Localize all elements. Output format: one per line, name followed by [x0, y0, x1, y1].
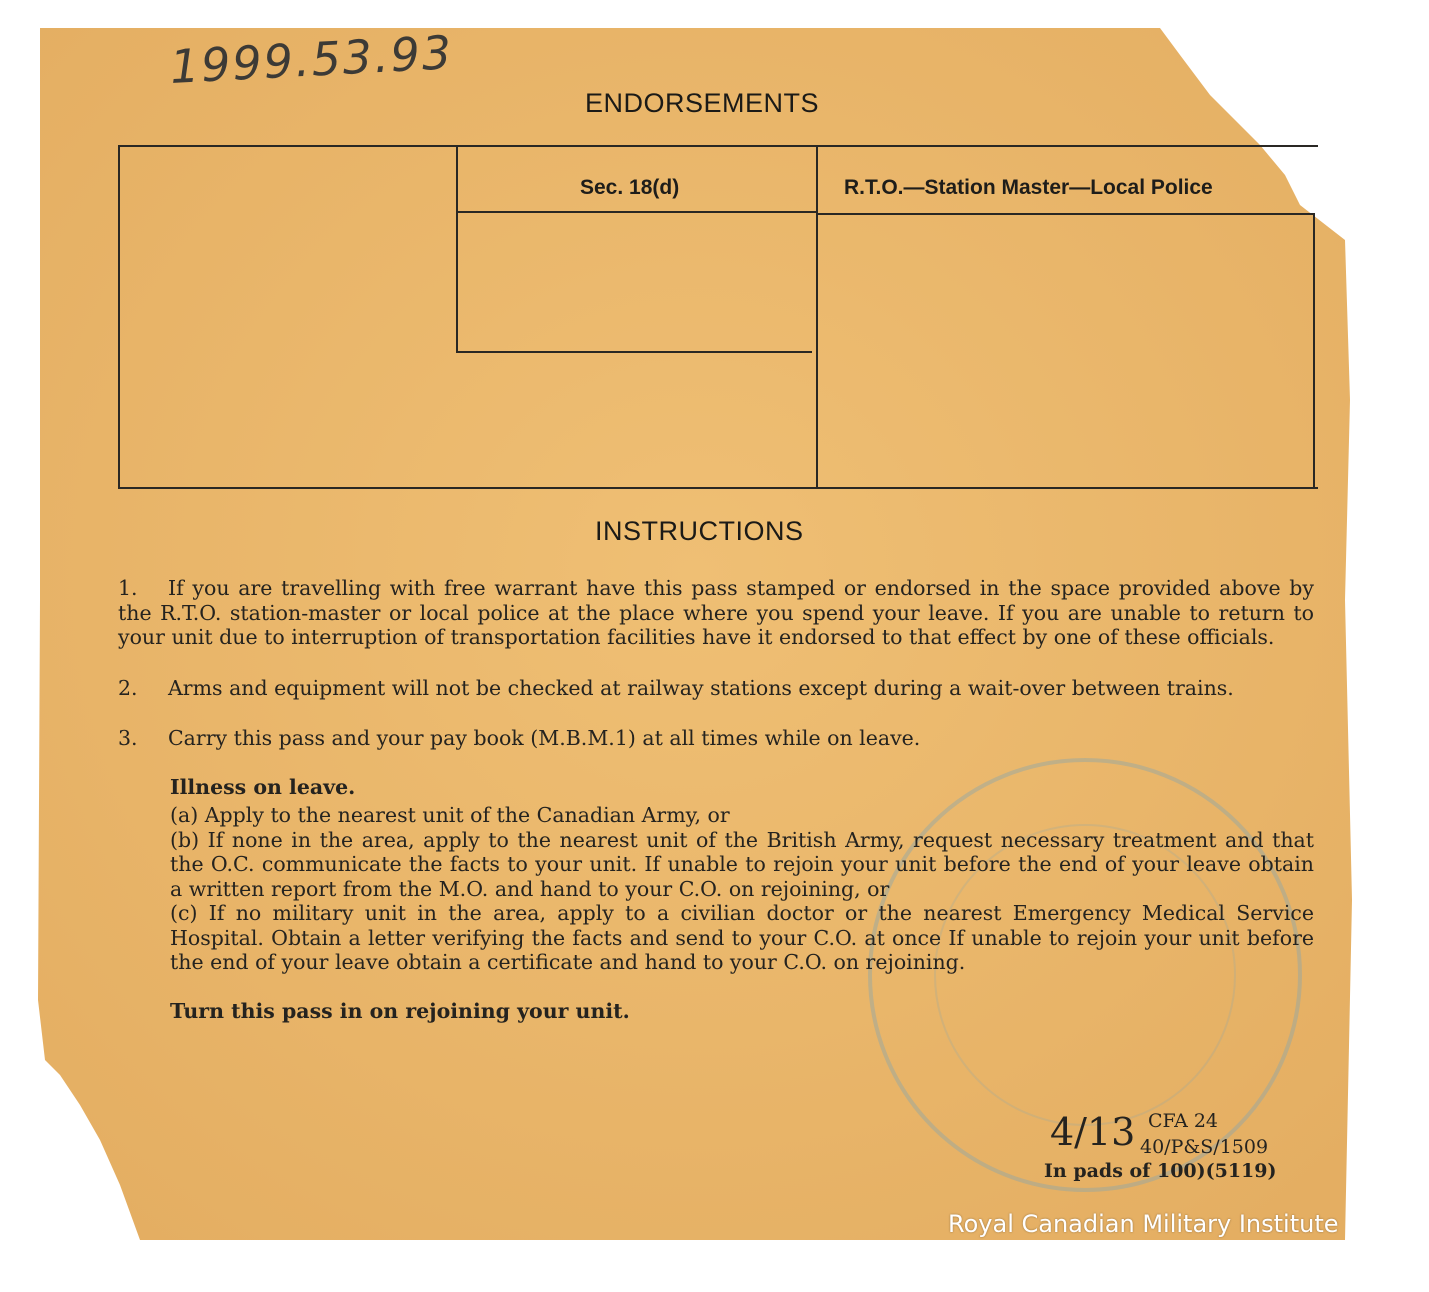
- instructions-heading: INSTRUCTIONS: [595, 516, 804, 546]
- rto-header-divider: [818, 213, 1314, 215]
- instruction-item-2: 2. Arms and equipment will not be checked at railway stations except during a wait-over between trains.: [118, 675, 1234, 700]
- rto-right-border: [1313, 213, 1315, 489]
- instruction-number: 3.: [118, 726, 138, 750]
- instruction-item-1: 1. If you are travelling with free warrant have this pass stamped or endorsed in the space provided above by the R.T.O. station-master or local police at the place where you spend your leave. If you are unable to return to your unit due to interruption of transportation facilities have it endorsed to that effect by one of these officials.: [118, 576, 1314, 649]
- instructions-body: [118, 576, 1314, 1023]
- illness-item-b: (b) If none in the area, apply to the nearest unit of the British Army, request necessary treatment and that the O.C. communicate the facts to your unit. If unable to rejoin your unit before the end of your leave obtain a written report from the M.O. and hand to your C.O. on rejoining, or: [170, 827, 1314, 901]
- instruction-number: 1.: [118, 576, 138, 600]
- illness-heading: Illness on leave.: [170, 774, 356, 799]
- sec-column-left-border: [456, 147, 458, 353]
- instruction-item-3: 3. Carry this pass and your pay book (M.B.M.1) at all times while on leave.: [118, 726, 921, 750]
- instruction-number: 2.: [118, 675, 138, 700]
- illness-item-c: (c) If no military unit in the area, apply to a civilian doctor or the nearest Emergency Medical Service Hospital. Obtain a letter verifying the facts and send to your C.O. at once If unable to rejoin your unit before the end of your leave obtain a certificate and hand to your C.O. on rejoining.: [170, 901, 1314, 974]
- form-code-line1: CFA 24: [1148, 1110, 1219, 1132]
- watermark: Royal Canadian Military Institute: [948, 1210, 1339, 1238]
- closing-note: Turn this pass in on rejoining your unit.: [170, 998, 630, 1023]
- form-code-big: 4/13: [1050, 1110, 1136, 1154]
- accession-number: 1999.53.93: [168, 25, 455, 94]
- column-divider: [816, 147, 818, 489]
- form-code-line2: 40/P&S/1509: [1140, 1136, 1269, 1158]
- endorsements-heading: ENDORSEMENTS: [585, 88, 820, 118]
- sec-header-divider: [458, 211, 816, 213]
- rto-label: R.T.O.—Station Master—Local Police: [844, 176, 1213, 199]
- sec-box-bottom: [456, 351, 812, 353]
- form-code-line3: In pads of 100)(5119): [1044, 1160, 1277, 1182]
- illness-item-a: (a) Apply to the nearest unit of the Canadian Army, or: [170, 803, 730, 827]
- sec-18d-label: Sec. 18(d): [580, 176, 680, 199]
